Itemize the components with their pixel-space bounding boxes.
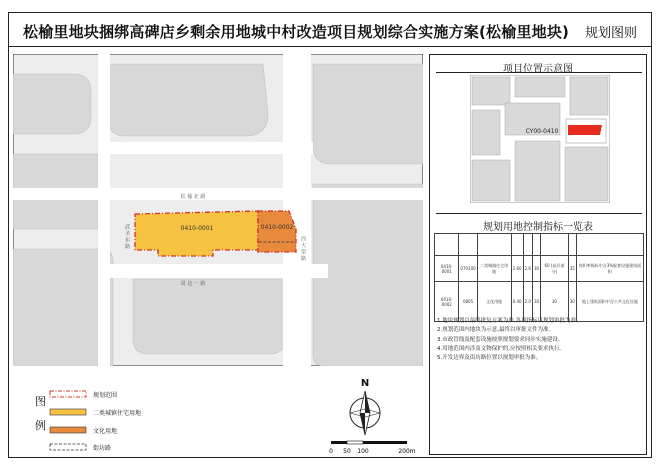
- table-row: 0410-0002 0805 文化用地 0.40 2.0 30 30 30 地上建筑面积中含公共文化设施: [435, 282, 644, 322]
- drawing-type-label: 规划图则: [584, 26, 637, 41]
- north-arrow-icon: [343, 375, 387, 439]
- road-label-north: 松 榆 北 路: [180, 194, 206, 200]
- info-panel: [429, 54, 647, 455]
- legend-item-cultural: 文化用地: [49, 425, 117, 435]
- title-bar: [9, 13, 651, 47]
- location-inset-map: [470, 75, 610, 203]
- plan-notes: [437, 317, 642, 364]
- indicator-table-title: 规划用地控制指标一览表: [483, 222, 593, 233]
- note-line: 1.地块规划以最终批复方案为准,各项指标以规划审批为准。: [437, 318, 582, 324]
- svg-text:200m: 200m: [398, 448, 416, 455]
- road-label-east: 西 大 望 路: [300, 236, 306, 261]
- parcel-0410-0002[interactable]: [258, 211, 296, 252]
- location-highlight: [568, 125, 602, 135]
- legend-area: [13, 371, 423, 455]
- scale-bar: [311, 439, 423, 455]
- note-line: 3.市政管线及配套设施按照规划要求同步实施建设。: [437, 336, 564, 343]
- table-header-row: [435, 234, 644, 256]
- note-line: 2.规划范围内地块为示意,最终以审批文件为准。: [437, 327, 554, 334]
- svg-text:100: 100: [357, 448, 369, 455]
- divider-2: [436, 213, 642, 214]
- sheet-title: 松榆里地块捆绑高碑店乡剩余用地城中村改造项目规划综合实施方案(松榆里地块): [23, 23, 570, 41]
- svg-text:0: 0: [329, 448, 333, 455]
- road-label-west: 武 圣 东 路: [124, 224, 130, 249]
- north-arrow-label: N: [360, 378, 370, 389]
- note-line: 5.开发边界及街坊路位置以规划审批为准。: [437, 355, 542, 362]
- main-map: [13, 54, 423, 366]
- parcel-0410-0001[interactable]: [135, 211, 258, 256]
- indicator-table: [434, 233, 644, 322]
- main-map-svg: [13, 54, 423, 366]
- parcel-code-1: 0410-0001: [180, 225, 214, 232]
- legend-heading-2: 例: [35, 419, 46, 432]
- parcel-code-2: 0410-0002: [260, 224, 294, 231]
- road-label-south: 周 边 一 路: [180, 281, 206, 287]
- note-line: 4.用地范围内涉及文物保护的,应按照相关要求执行。: [437, 346, 565, 353]
- plan-sheet: [8, 12, 652, 458]
- svg-text:50: 50: [343, 448, 351, 455]
- table-row: 0410-0001 070100 二类城镇住宅用地 2.60 2.6 30 60 (高层部分) 35 容积率指标中含3%配套设施建筑面积: [435, 256, 644, 282]
- location-label: CY00-0410: [525, 128, 559, 135]
- legend-item-boundary: 规划范围: [49, 389, 117, 399]
- legend-heading-1: 图: [35, 395, 46, 408]
- legend-item-street: 街坊路: [49, 442, 111, 452]
- legend-item-residential: 二类城镇住宅用地: [49, 407, 141, 417]
- divider-1: [436, 72, 642, 73]
- location-title: 项目位置示意图: [503, 64, 573, 75]
